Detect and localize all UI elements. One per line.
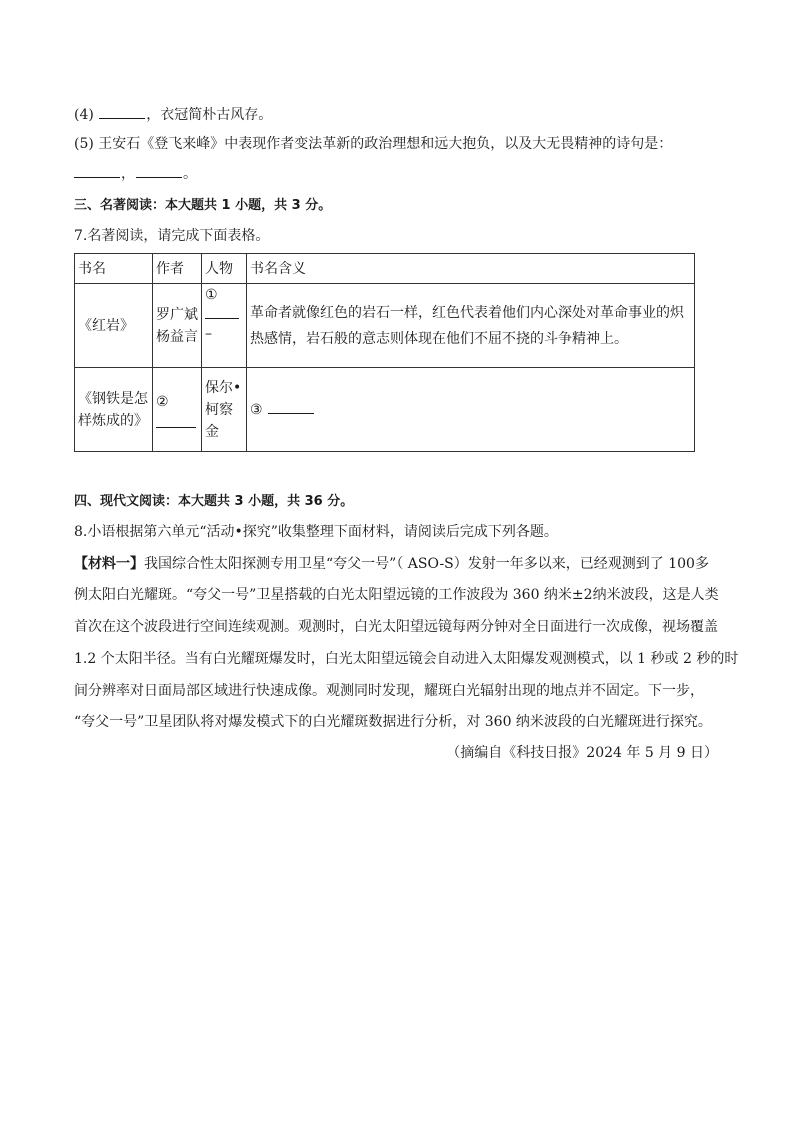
answer-blank[interactable] (99, 104, 145, 119)
book-title: 《钢铁是怎样炼成的》 (75, 368, 153, 452)
question-text: 王安石《登飞来峰》中表现作者变法革新的政治理想和远大抱负，以及大无畏精神的诗句是： (98, 136, 673, 152)
table-header: 人物 (202, 254, 247, 284)
question-7: 7.名著阅读，请完成下面表格。 (74, 228, 270, 244)
question-5-answer-line (74, 163, 197, 184)
blank-marker: ② (156, 394, 169, 410)
punctuation: 。 (183, 166, 197, 182)
book-title: 《红岩》 (75, 284, 153, 368)
material-1-line (74, 554, 709, 574)
question-5 (74, 134, 672, 154)
question-number: (4) (74, 107, 94, 123)
table-row (75, 368, 695, 452)
author: 罗广斌杨益言 (153, 284, 202, 368)
material-1-line: 例太阳白光耀斑。“夸父一号”卫星搭载的白光太阳望远镜的工作波段为 360 纳米±2纳米波段，这是人类 (74, 587, 719, 603)
answer-blank[interactable] (74, 163, 120, 178)
section-3-heading: 三、名著阅读：本大题共 1 小题，共 3 分。 (74, 198, 332, 213)
table-header: 书名 (75, 254, 153, 284)
person-cell (202, 284, 247, 368)
material-1-line: 间分辨率对日面局部区域进行快速成像。观测同时发现，耀斑白光辐射出现的地点并不固定。下一步， (74, 683, 704, 699)
title-meaning: 革命者就像红色的岩石一样，红色代表着他们内心深处对革命事业的炽热感情，岩石般的意志则体现在他们不屈不挠的斗争精神上。 (247, 284, 695, 368)
table-header-row (75, 254, 695, 284)
person: 保尔•柯察金 (202, 368, 247, 452)
answer-blank[interactable] (156, 415, 196, 428)
book-table (74, 253, 695, 452)
question-4 (74, 104, 272, 125)
question-8: 8.小语根据第六单元“活动•探究”收集整理下面材料，请阅读后完成下列各题。 (74, 524, 558, 540)
table-header: 书名含义 (247, 254, 695, 284)
table-row (75, 284, 695, 368)
dash: – (205, 326, 212, 342)
material-1-line: “夸父一号”卫星团队将对爆发模式下的白光耀斑数据进行分析，对 360 纳米波段的白光耀斑进行探究。 (74, 714, 712, 730)
answer-blank[interactable] (205, 306, 239, 319)
blank-marker: ① (205, 287, 218, 303)
question-number: (5) (74, 136, 94, 152)
answer-blank[interactable] (268, 399, 314, 414)
author-cell (153, 368, 202, 452)
material-1-line: 首次在这个波段进行空间连续观测。观测时，白光太阳望远镜每两分钟对全日面进行一次成像，视场覆盖 (74, 619, 718, 635)
answer-blank[interactable] (136, 163, 182, 178)
question-text: ，衣冠简朴古风存。 (146, 107, 273, 123)
punctuation: ， (121, 166, 135, 182)
table-header: 作者 (153, 254, 202, 284)
meaning-cell (247, 368, 695, 452)
blank-marker: ③ (250, 401, 263, 418)
material-label: 【材料一】 (74, 556, 144, 572)
paragraph-text: 我国综合性太阳探测专用卫星“夸父一号”（ ASO-S）发射一年多以来，已经观测到了 100多 (144, 556, 709, 572)
section-4-heading: 四、现代文阅读：本大题共 3 小题，共 36 分。 (74, 494, 354, 509)
material-1-line: 1.2 个太阳半径。当有白光耀斑爆发时，白光太阳望远镜会自动进入太阳爆发观测模式，以 1 秒或 2 秒的时 (74, 651, 739, 667)
source-citation: （摘编自《科技日报》2024 年 5 月 9 日） (446, 745, 718, 761)
